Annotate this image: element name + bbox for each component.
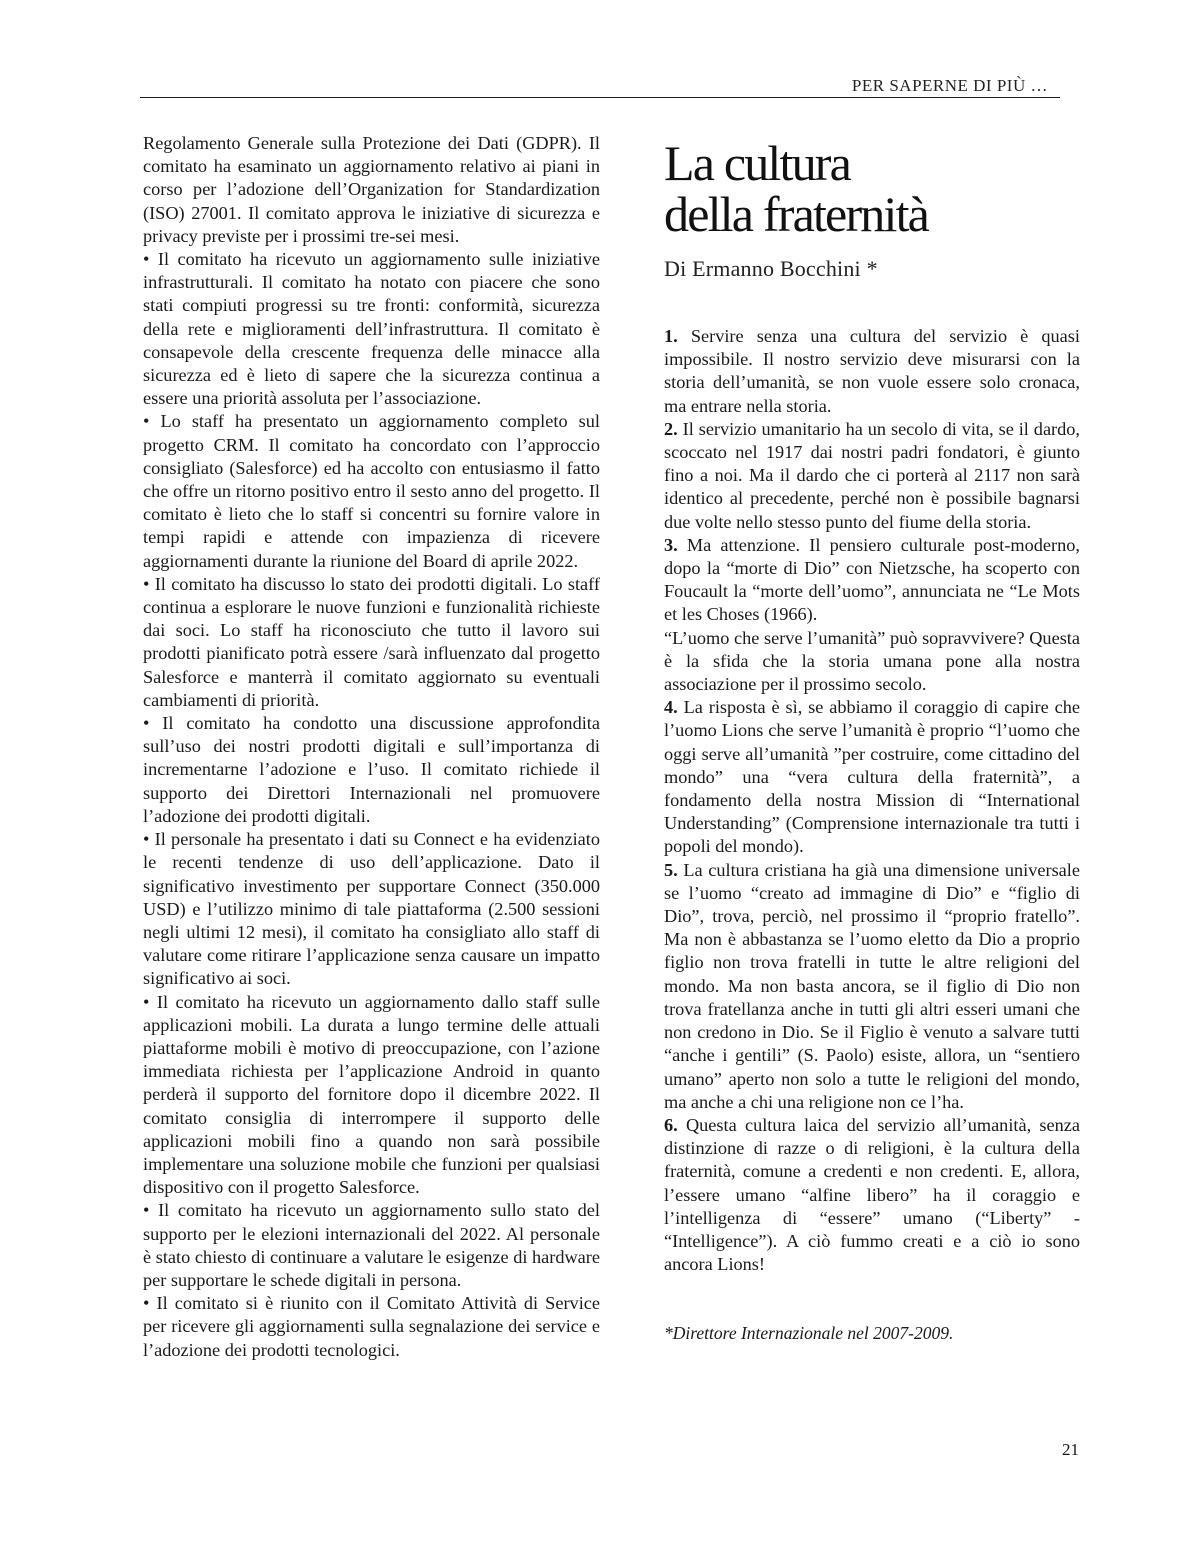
article-paragraph-3b xyxy=(664,627,1080,697)
left-paragraph-8: • Il comitato ha ricevuto un aggiornamento sullo stato del supporto per le elezioni internazionali del 2022. Al personale è stato chiesto di continuare a valutare le esigenze di hardware per supportare le schede digitali in persona. xyxy=(143,1200,600,1290)
article-title-line-1: La cultura xyxy=(664,135,851,191)
article-paragraph-3 xyxy=(664,534,1080,627)
left-paragraph-2: • Il comitato ha ricevuto un aggiornamento sulle iniziative infrastrutturali. Il comitato ha notato con piacere che sono stati compiuti progressi su tre fronti: conformità, sicurezza della rete e miglioramenti dell’infrastruttura. Il comitato è consapevole della crescente frequenza delle minacce alla sicurezza ed è lieto di sapere che la sicurezza continua a essere una priorità assoluta per l’associazione. xyxy=(143,249,600,409)
paragraph-text: Servire senza una cultura del servizio è quasi impossibile. Il nostro servizio deve misurarsi con la storia dell’umanità, se non vuole essere solo cronaca, ma entrare nella storia. xyxy=(664,326,1080,416)
paragraph-text: La risposta è sì, se abbiamo il coraggio di capire che l’uomo Lions che serve l’umanità è proprio “l’uomo che oggi serve all’umanità ”per costruire, come cittadino del mondo” una “vera cultura della fraternità”, a fondamento della nostra Mission di “International Understanding” (Comprensione internazionale tra tutti i popoli del mondo). xyxy=(664,697,1080,857)
article-title xyxy=(664,135,1080,242)
left-paragraph-3: • Lo staff ha presentato un aggiornamento completo sul progetto CRM. Il comitato ha concordato con l’approccio consigliato (Salesforce) ed ha accolto con entusiasmo il fatto che offre un ritorno positivo entro il sesto anno del progetto. Il comitato è lieto che lo staff si concentri su fornire valore in tempi rapidi e attende con impazienza di ricevere aggiornamenti durante la riunione del Board di aprile 2022. xyxy=(143,411,600,571)
paragraph-text: La cultura cristiana ha già una dimensione universale se l’uomo “creato ad immagine di Dio” e “figlio di Dio”, trova, perciò, nel prossimo il “proprio fratello”. Ma non è abbastanza se l’uomo eletto da Dio a proprio figlio non trova fratelli in tutte le altre religioni del mondo. Ma non basta ancora, se il figlio di Dio non trova fratellanza anche in tutti gli altri esseri umani che non credono in Dio. Se il Figlio è venuto a salvare tutti “anche i gentili” (S. Paolo) esiste, allora, un “sentiero umano” aperto non solo a tutte le religioni del mondo, ma anche a chi una religione non ce l’ha. xyxy=(664,859,1080,1112)
paragraph-number: 4. xyxy=(664,697,678,718)
paragraph-text: “L’uomo che serve l’umanità” può sopravvivere? Questa è la sfida che la storia umana pone alla nostra associazione per il prossimo secolo. xyxy=(664,627,1080,695)
left-paragraph-9: • Il comitato si è riunito con il Comitato Attività di Service per ricevere gli aggiornamenti sulla segnalazione dei service e l’adozione dei prodotti tecnologici. xyxy=(143,1293,600,1360)
header-rule xyxy=(140,97,1060,98)
article-paragraph-5 xyxy=(664,859,1080,1114)
left-paragraph-4: • Il comitato ha discusso lo stato dei prodotti digitali. Lo staff continua a esplorare le nuove funzioni e funzionalità richieste dai soci. Lo staff ha riconosciuto che tutto il lavoro sui prodotti pianificato potrà essere /sarà influenzato dal progetto Salesforce e manterrà il comitato aggiornato su eventuali cambiamenti di priorità. xyxy=(143,573,600,710)
article-paragraph-4 xyxy=(664,696,1080,858)
left-paragraph-1: Regolamento Generale sulla Protezione dei Dati (GDPR). Il comitato ha esaminato un aggiornamento relativo ai piani in corso per l’adozione dell’Organization for Standardization (ISO) 27001. Il comitato approva le iniziative di sicurezza e privacy previste per i prossimi tre-sei mesi. xyxy=(143,133,600,246)
paragraph-number: 2. xyxy=(664,418,678,439)
paragraph-text: Ma attenzione. Il pensiero culturale post-moderno, dopo la “morte di Dio” con Nietzsche, ha scoperto con Foucault la “morte dell’uomo”, annunciata ne “Le Mots et les Choses (1966). xyxy=(664,534,1080,625)
paragraph-number: 3. xyxy=(664,534,678,555)
left-paragraph-7: • Il comitato ha ricevuto un aggiornamento dallo staff sulle applicazioni mobili. La durata a lungo termine delle attuali piattaforme mobili è motivo di preoccupazione, con l’azione immediata richiesta per l’applicazione Android in quanto perderà il supporto del fornitore dopo il dicembre 2022. Il comitato consiglia di interrompere il supporto delle applicazioni mobili fino a quando non sarà possibile implementare una soluzione mobile che funzioni per qualsiasi dispositivo con il progetto Salesforce. xyxy=(143,991,600,1198)
paragraph-text: Il servizio umanitario ha un secolo di vita, se il dardo, scoccato nel 1917 dai nostri padri fondatori, è giunto fino a noi. Ma il dardo che ci porterà al 2117 non sarà identico al precedente, perché non è possibile bagnarsi due volte nello stesso punto del fiume della storia. xyxy=(664,418,1080,532)
paragraph-number: 1. xyxy=(664,326,678,346)
article-title-line-2: della fraternità xyxy=(664,186,929,242)
article-column xyxy=(664,132,1080,1344)
article-paragraph-2 xyxy=(664,418,1080,534)
article-footnote: *Direttore Internazionale nel 2007-2009. xyxy=(664,1323,954,1344)
running-header: PER SAPERNE DI PIÙ … xyxy=(851,76,1048,95)
article-body xyxy=(664,325,1080,1276)
left-paragraph-5: • Il comitato ha condotto una discussione approfondita sull’uso dei nostri prodotti digitali e sull’importanza di incrementarne l’adozione e l’uso. Il comitato richiede il supporto dei Direttori Internazionali nel promuovere l’adozione dei prodotti digitali. xyxy=(143,713,600,826)
left-column xyxy=(143,132,600,1362)
page-number: 21 xyxy=(1062,1440,1079,1459)
article-paragraph-1 xyxy=(664,325,1080,418)
paragraph-number: 5. xyxy=(664,859,678,880)
left-paragraph-6: • Il personale ha presentato i dati su Connect e ha evidenziato le recenti tendenze di uso dell’applicazione. Dato il significativo investimento per supportare Connect (350.000 USD) e l’utilizzo minimo di tale piattaforma (2.500 sessioni negli ultimi 12 mesi), il comitato ha consigliato allo staff di valutare come ritirare l’applicazione senza causare un impatto significativo ai soci. xyxy=(143,829,600,989)
article-author: Di Ermanno Bocchini * xyxy=(664,256,878,281)
article-paragraph-6 xyxy=(664,1114,1080,1276)
paragraph-number: 6. xyxy=(664,1114,678,1135)
paragraph-text: Questa cultura laica del servizio all’umanità, senza distinzione di razze o di religioni, è la cultura della fraternità, comune a credenti e non credenti. E, allora, l’essere umano “alfine libero” ha il coraggio e l’intelligenza di “essere” umano (“Liberty” - “Intelligence”). A ciò fummo creati e a ciò io sono ancora Lions! xyxy=(664,1114,1080,1275)
